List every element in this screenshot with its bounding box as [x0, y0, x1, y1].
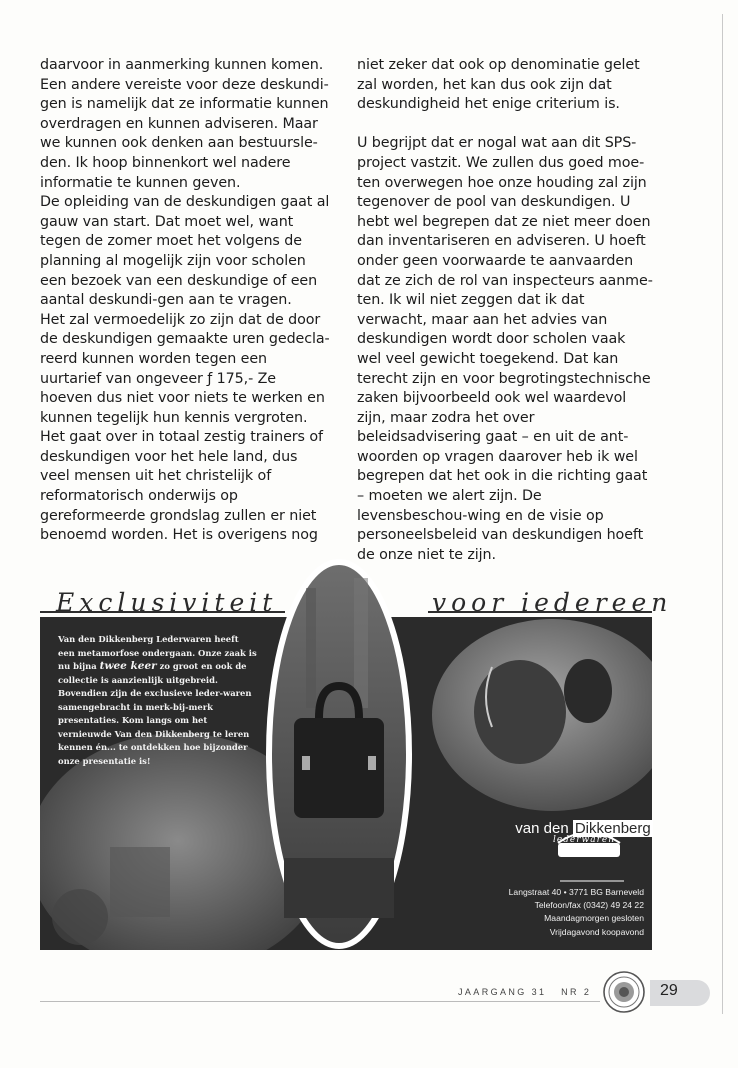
article-column-right — [357, 56, 653, 565]
lamp-shape — [52, 889, 108, 945]
page-number: 29 — [660, 982, 678, 999]
journal-issue: NR 2 — [561, 987, 592, 997]
ad-body-emphasis: twee keer — [99, 660, 157, 672]
advertisement — [40, 558, 673, 950]
journal-volume: JAARGANG 31 — [458, 987, 547, 997]
brand-sub: lederwaren — [552, 835, 616, 845]
address-line: Langstraat 40 • 3771 BG Barneveld — [508, 887, 644, 897]
article-paragraph: U begrijpt dat er nogal wat aan dit SPS-project vastzit. We zullen dus goed moe-ten overwegen hoe onze houding zal zijn tegenover de pool van deskundigen. U hebt wel begrepen dat ze niet meer doen dan inventariseren en adviseren. U hoeft onder geen voorwaarde te aanvaarden dat ze zich de rol van inspecteurs aanme-ten. Ik wil niet zeggen dat ik dat verwacht, maar aan het advies van deskundigen wordt door scholen vaak wel veel gewicht toegekend. Dat kan terecht zijn en voor begrotingstechnische zaken bijvoorbeeld ook wel waardevol zijn, maar zodra het over beleidsadvisering gaat – en uit de ant-woorden op vragen daarover heb ik wel begrepen dat het ook in die richting gaat – moeten we alert zijn. De levensbeschou-wing en de visie op personeelsbeleid van deskundigen hoeft de onze niet te zijn. — [357, 135, 653, 563]
page-number-tab — [650, 980, 710, 1006]
address-line: Maandagmorgen gesloten — [544, 913, 644, 924]
article-column-left — [40, 56, 330, 546]
bag-photo — [264, 558, 414, 950]
address-line: Vrijdagavond koopavond — [549, 926, 644, 937]
keyring-shape — [564, 659, 612, 723]
article-paragraph: niet zeker dat ook op denominatie gelet zal worden, het kan dus ook zijn dat deskundigheid het enige criterium is. — [357, 57, 640, 113]
address-line: Telefoon/fax (0342) 49 24 22 — [534, 900, 644, 911]
ad-body-after: zo groot en ook de collectie is aanzienlijk uitgebreid. Bovendien zijn de exclusieve leder-waren samengebracht in merk-bij-merk presentaties. Kom langs om het vernieuwde Van den Dikkenberg te leren kennen én... te ontdekken hoe bijzonder onze presentatie is! — [58, 661, 252, 766]
ad-headline-left: Exclusiviteit — [56, 588, 278, 617]
brand-name-2: Dikkenberg — [574, 820, 651, 837]
brand-logo — [514, 820, 654, 845]
brand-logo-box — [558, 843, 620, 857]
ad-body-text — [58, 633, 258, 768]
ad-headline-right: voor iedereen — [432, 588, 673, 617]
brand-name-1: van den — [515, 820, 569, 837]
ad-body-before: Van den Dikkenberg Lederwaren heeft een metamorfose ondergaan. Onze zaak is nu bijna — [58, 634, 257, 671]
margin-rule — [722, 14, 723, 1014]
shelf-shape — [110, 847, 170, 917]
article-paragraph: Het zal vermoedelijk zo zijn dat de door de deskundigen gemaakte uren gedecla-reerd kunnen worden tegen een uurtarief van ongeveer ƒ 175,- Ze hoeven dus niet voor niets te werken en kunnen tegelijk hun kennis vergroten. Het gaat over in totaal zestig trainers of deskundigen voor het hele land, dus veel mensen uit het christelijk of reformatorisch onderwijs op gereformeerde grondslag zullen er niet benoemd worden. Het is overigens nog — [40, 311, 330, 544]
journal-seal-icon — [602, 970, 646, 1014]
article-paragraph: De opleiding van de deskundigen gaat al gauw van start. Dat moet wel, want tegen de zomer moet het volgens de planning al mogelijk zijn voor scholen een bezoek van een deskundige of een aantal deskundi-gen aan te vragen. — [40, 194, 330, 309]
footer-rule — [40, 1001, 600, 1002]
footer-issue — [458, 987, 591, 997]
shop-address — [509, 886, 644, 939]
article-paragraph: daarvoor in aanmerking kunnen komen. Een andere vereiste voor deze deskundi-gen is namelijk dat ze informatie kunnen overdragen en kunnen adviseren. Maar we kunnen ook denken aan bestuursle-den. Ik hoop binnenkort wel nadere informatie te kunnen geven. — [40, 57, 329, 191]
